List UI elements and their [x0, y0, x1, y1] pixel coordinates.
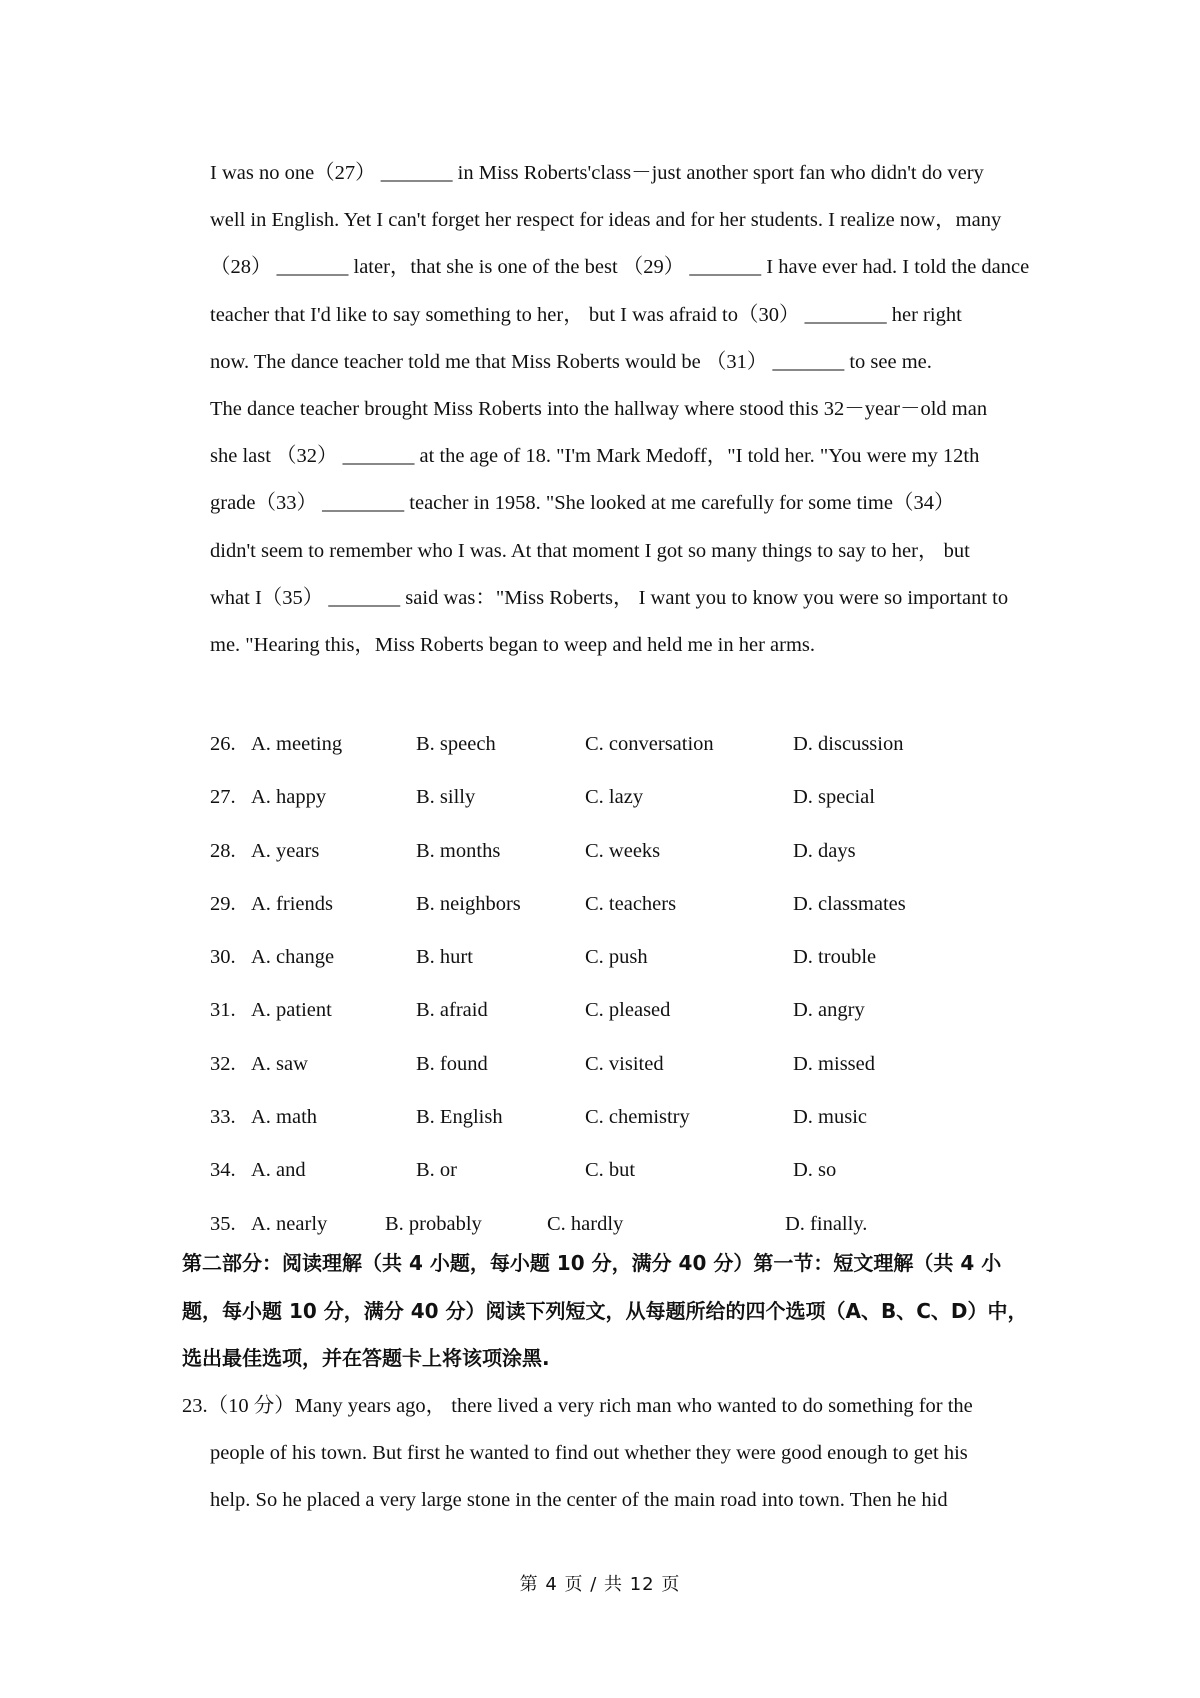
- option-row: [210, 984, 1070, 1037]
- question-23-line: people of his town. But first he wanted to find out whether they were good enough to get his: [210, 1442, 968, 1465]
- option-b: B. hurt: [416, 946, 473, 969]
- option-d: D. so: [793, 1159, 837, 1182]
- question-number: 27.: [210, 786, 236, 809]
- option-a: A. saw: [251, 1052, 308, 1075]
- option-c: C. pleased: [585, 999, 671, 1022]
- page-footer: 第 4 页 / 共 12 页: [519, 1574, 681, 1595]
- option-row: [210, 1144, 1070, 1197]
- option-b: B. speech: [416, 733, 496, 755]
- question-number: 35.: [210, 1212, 236, 1235]
- passage-line: The dance teacher brought Miss Roberts into the hallway where stood this 32－year－old man: [210, 398, 988, 421]
- option-c: C. conversation: [585, 733, 714, 755]
- question-number: 28.: [210, 839, 236, 862]
- option-c: C. lazy: [585, 786, 644, 809]
- option-c: C. push: [585, 946, 648, 969]
- passage-line: （28） _______ later，that she is one of the best （29） _______ I have ever had. I told the dance: [210, 256, 1030, 279]
- option-b: B. probably: [385, 1212, 482, 1235]
- option-b: B. neighbors: [416, 892, 521, 915]
- question-number: 34.: [210, 1159, 236, 1182]
- section-heading-line: 题，每小题 10 分，满分 40 分）阅读下列短文，从每题所给的四个选项（A、B、C、D）中，: [182, 1298, 1028, 1323]
- passage-line: now. The dance teacher told me that Miss Roberts would be （31） _______ to see me.: [210, 350, 932, 373]
- passage-line: she last （32） _______ at the age of 18. "I'm Mark Medoff，"I told her. "You were my 12th: [210, 445, 980, 468]
- option-d: D. discussion: [793, 733, 904, 755]
- option-a: A. math: [251, 1106, 318, 1129]
- section-heading: [182, 1240, 1062, 1383]
- option-row: [210, 718, 1070, 771]
- question-number: 33.: [210, 1106, 236, 1129]
- passage-line: me. "Hearing this，Miss Roberts began to weep and held me in her arms.: [210, 634, 816, 657]
- option-b: B. found: [416, 1052, 488, 1075]
- option-c: C. visited: [585, 1052, 664, 1075]
- section-heading-line: 第二部分：阅读理解（共 4 小题，每小题 10 分，满分 40 分）第一节：短文理解（共 4 小: [182, 1251, 1002, 1275]
- option-c: C. but: [585, 1159, 636, 1182]
- option-row: [210, 825, 1070, 878]
- option-c: C. teachers: [585, 892, 677, 915]
- option-a: A. meeting: [251, 733, 343, 755]
- option-a: A. nearly: [251, 1212, 328, 1235]
- passage-line: teacher that I'd like to say something to her， but I was afraid to（30） ________ her right: [210, 303, 962, 326]
- answer-options: [210, 718, 1070, 1251]
- option-row: [210, 1091, 1070, 1144]
- option-a: A. years: [251, 839, 320, 862]
- question-23: [182, 1383, 1062, 1525]
- question-23-first-line: 23.（10 分）Many years ago， there lived a very rich man who wanted to do something for the: [182, 1395, 973, 1417]
- question-number: 29.: [210, 892, 236, 915]
- option-a: A. and: [251, 1159, 306, 1182]
- option-row: [210, 878, 1070, 931]
- passage-line: well in English. Yet I can't forget her respect for ideas and for her students. I realize now，many: [210, 209, 1002, 232]
- option-b: B. silly: [416, 786, 476, 809]
- option-row: [210, 931, 1070, 984]
- section-heading-line: 选出最佳选项，并在答题卡上将该项涂黑.: [182, 1346, 550, 1370]
- option-d: D. classmates: [793, 892, 906, 915]
- option-d: D. trouble: [793, 946, 877, 969]
- option-d: D. angry: [793, 999, 865, 1022]
- question-number: 31.: [210, 999, 236, 1022]
- question-number: 30.: [210, 946, 236, 969]
- question-23-line: help. So he placed a very large stone in the center of the main road into town. Then he hid: [210, 1489, 948, 1512]
- option-d: D. finally.: [785, 1212, 868, 1235]
- option-b: B. afraid: [416, 999, 488, 1022]
- option-c: C. chemistry: [585, 1106, 690, 1129]
- passage-line: grade（33） ________ teacher in 1958. "She looked at me carefully for some time（34）: [210, 492, 955, 515]
- passage-line: didn't seem to remember who I was. At that moment I got so many things to say to her， but: [210, 539, 970, 562]
- option-a: A. change: [251, 946, 335, 969]
- option-b: B. or: [416, 1159, 457, 1182]
- option-a: A. patient: [251, 999, 332, 1022]
- option-d: D. music: [793, 1106, 868, 1129]
- option-d: D. special: [793, 786, 875, 809]
- option-a: A. happy: [251, 786, 327, 809]
- cloze-passage: [210, 150, 1070, 669]
- option-a: A. friends: [251, 892, 333, 915]
- option-d: D. missed: [793, 1052, 875, 1075]
- passage-line: I was no one（27） _______ in Miss Roberts'class－just another sport fan who didn't do very: [210, 162, 984, 184]
- option-row: [210, 1038, 1070, 1091]
- option-d: D. days: [793, 839, 856, 862]
- question-number: 26.: [210, 733, 236, 755]
- option-c: C. weeks: [585, 839, 661, 862]
- question-number: 32.: [210, 1052, 236, 1075]
- option-b: B. months: [416, 839, 501, 862]
- option-c: C. hardly: [547, 1212, 624, 1235]
- option-row: [210, 771, 1070, 824]
- passage-line: what I（35） _______ said was："Miss Roberts， I want you to know you were so important to: [210, 586, 1009, 609]
- option-b: B. English: [416, 1106, 503, 1129]
